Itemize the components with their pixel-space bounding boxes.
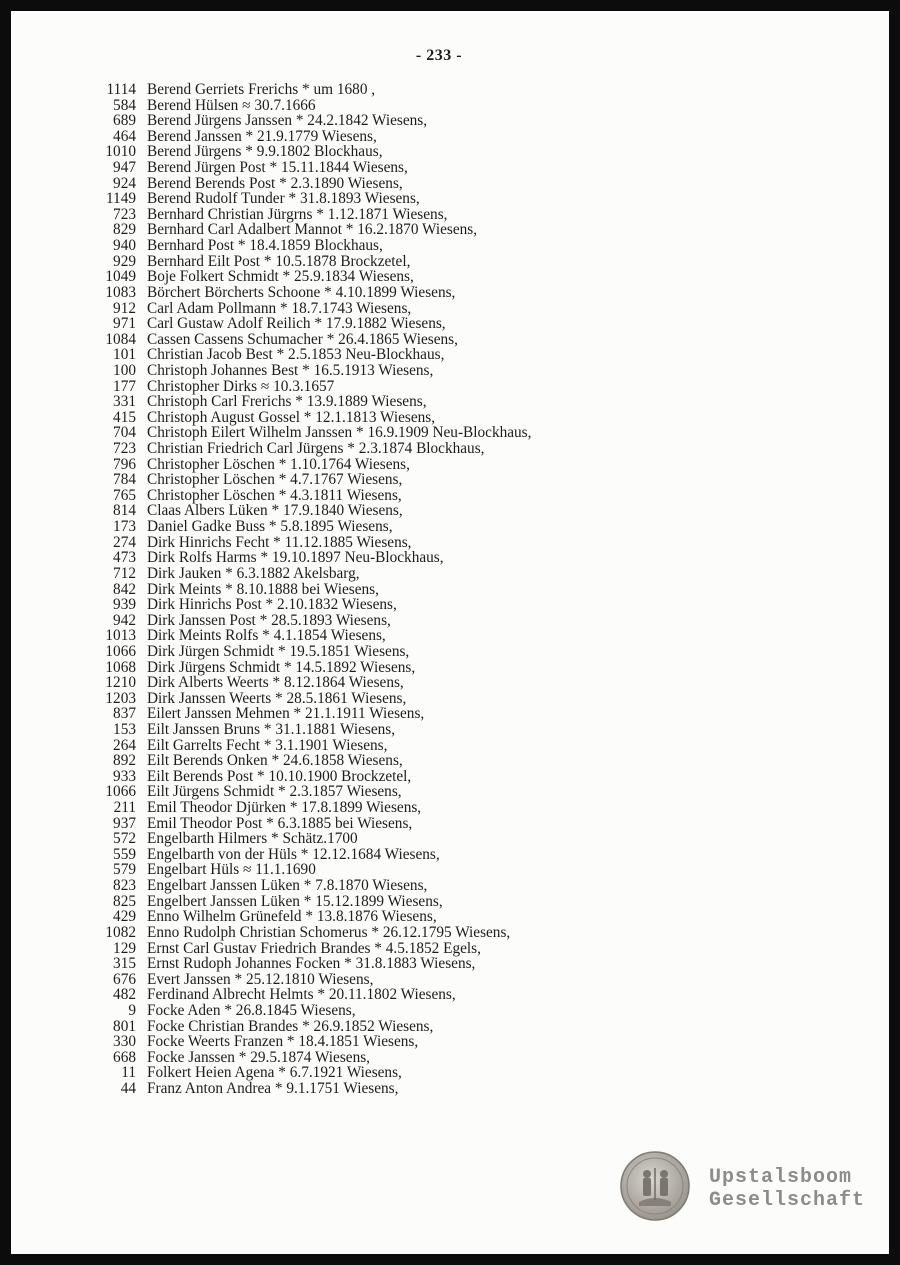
entry-text: Berend Rudolf Tunder * 31.8.1893 Wiesens, [147,190,420,208]
entry-text: Berend Jürgens * 9.9.1802 Blockhaus, [147,143,383,161]
entry-text: Emil Theodor Djürken * 17.8.1899 Wiesens, [147,799,422,817]
entry-number: 579 [113,861,136,879]
entry-text: Dirk Alberts Weerts * 8.12.1864 Wiesens, [147,674,404,692]
entry-number: 1013 [105,627,136,645]
entry-text: Emil Theodor Post * 6.3.1885 bei Wiesens, [147,814,413,832]
list-item [0,472,870,488]
entry-text: Engelbarth Hilmers * Schätz.1700 [147,830,358,848]
entry-number: 837 [113,705,136,723]
list-item [0,410,870,426]
entry-text: Eilt Garrelts Fecht * 3.1.1901 Wiesens, [147,736,388,754]
list-item [0,628,870,644]
list-item [0,582,870,598]
entry-text: Dirk Janssen Post * 28.5.1893 Wiesens, [147,611,391,629]
list-item [0,878,870,894]
list-item [0,207,870,223]
list-item [0,301,870,317]
list-item [0,987,870,1003]
society-name [709,1166,865,1212]
entry-number: 1203 [105,689,136,707]
society-name-line1: Upstalsboom [709,1166,853,1189]
list-item [0,176,870,192]
entry-text: Engelbart Hüls ≈ 11.1.1690 [147,861,316,879]
entry-text: Dirk Jürgens Schmidt * 14.5.1892 Wiesens, [147,658,416,676]
entry-number: 942 [113,611,136,629]
entry-text: Cassen Cassens Schumacher * 26.4.1865 Wiesens, [147,330,458,348]
entry-number: 11 [121,1064,136,1082]
entry-number: 1210 [105,674,136,692]
list-item [0,706,870,722]
list-item [0,660,870,676]
list-item [0,909,870,925]
entry-number: 823 [113,877,136,895]
entry-number: 842 [113,580,136,598]
entry-text: Christoph Johannes Best * 16.5.1913 Wiesens, [147,361,434,379]
entry-text: Dirk Hinrichs Post * 2.10.1832 Wiesens, [147,596,397,614]
list-item [0,394,870,410]
entry-number: 572 [113,830,136,848]
entry-text: Christoph August Gossel * 12.1.1813 Wiesens, [147,408,436,426]
list-item [0,1050,870,1066]
entry-text: Bernhard Eilt Post * 10.5.1878 Brockzetel, [147,252,411,270]
entry-text: Ernst Carl Gustav Friedrich Brandes * 4.5.1852 Egels, [147,939,481,957]
entry-text: Dirk Rolfs Harms * 19.10.1897 Neu-Blockhaus, [147,549,444,567]
entry-number: 668 [113,1048,136,1066]
entry-number: 704 [113,424,136,442]
list-item [0,363,870,379]
list-item [0,862,870,878]
list-item [0,269,870,285]
entry-number: 940 [113,237,136,255]
list-item [0,1003,870,1019]
entry-text: Eilt Jürgens Schmidt * 2.3.1857 Wiesens, [147,783,402,801]
list-item [0,769,870,785]
entry-number: 274 [113,533,136,551]
entry-text: Enno Rudolph Christian Schomerus * 26.12.1795 Wiesens, [147,923,511,941]
list-item [0,488,870,504]
list-item [0,347,870,363]
entry-text: Carl Gustaw Adolf Reilich * 17.9.1882 Wiesens, [147,315,446,333]
entry-text: Eilt Berends Post * 10.10.1900 Brockzetel, [147,767,412,785]
list-item [0,160,870,176]
entry-number: 723 [113,440,136,458]
entry-text: Christopher Dirks ≈ 10.3.1657 [147,377,335,395]
entry-number: 825 [113,892,136,910]
list-item [0,144,870,160]
entry-text: Berend Jürgen Post * 15.11.1844 Wiesens, [147,159,408,177]
entry-text: Eilert Janssen Mehmen * 21.1.1911 Wiesens, [147,705,425,723]
list-item [0,722,870,738]
list-item [0,784,870,800]
entry-number: 473 [113,549,136,567]
entry-number: 924 [113,174,136,192]
entry-text: Christopher Löschen * 1.10.1764 Wiesens, [147,455,410,473]
list-item [0,1081,870,1097]
entry-text: Dirk Meints * 8.10.1888 bei Wiesens, [147,580,379,598]
entry-number: 784 [113,471,136,489]
entry-text: Dirk Jauken * 6.3.1882 Akelsbarg, [147,564,360,582]
list-item [0,191,870,207]
list-item [0,800,870,816]
entry-text: Enno Wilhelm Grünefeld * 13.8.1876 Wiesens, [147,908,437,926]
list-item [0,738,870,754]
entry-text: Christian Jacob Best * 2.5.1853 Neu-Blockhaus, [147,346,445,364]
entry-number: 829 [113,221,136,239]
list-item [0,425,870,441]
entry-text: Berend Gerriets Frerichs * um 1680 , [147,81,376,98]
page-number: - 233 - [415,47,463,64]
upstalsboom-seal-icon [619,1150,691,1222]
entry-number: 429 [113,908,136,926]
list-item [0,535,870,551]
entry-number: 482 [113,986,136,1004]
entry-text: Focke Weerts Franzen * 18.4.1851 Wiesens, [147,1033,419,1051]
entry-text: Dirk Hinrichs Fecht * 11.12.1885 Wiesens, [147,533,412,551]
entry-text: Engelbart Janssen Lüken * 7.8.1870 Wiesens, [147,877,428,895]
list-item [0,894,870,910]
entry-text: Eilt Berends Onken * 24.6.1858 Wiesens, [147,752,403,770]
list-item [0,457,870,473]
entry-text: Claas Albers Lüken * 17.9.1840 Wiesens, [147,502,403,520]
entry-number: 584 [113,96,136,114]
entry-number: 153 [113,720,136,738]
register-list [0,82,870,1097]
entry-text: Daniel Gadke Buss * 5.8.1895 Wiesens, [147,518,393,536]
entry-number: 1149 [105,190,136,208]
list-item [0,753,870,769]
entry-number: 100 [113,361,136,379]
list-item [0,1065,870,1081]
entry-text: Christoph Carl Frerichs * 13.9.1889 Wiesens, [147,393,427,411]
entry-text: Berend Berends Post * 2.3.1890 Wiesens, [147,174,403,192]
entry-text: Focke Janssen * 29.5.1874 Wiesens, [147,1048,371,1066]
list-item [0,613,870,629]
list-item [0,82,870,98]
entry-text: Eilt Janssen Bruns * 31.1.1881 Wiesens, [147,720,396,738]
list-item [0,1034,870,1050]
list-item [0,254,870,270]
list-item [0,129,870,145]
entry-number: 177 [113,377,136,395]
entry-number: 814 [113,502,136,520]
entry-number: 331 [113,393,136,411]
list-item [0,519,870,535]
entry-text: Berend Janssen * 21.9.1779 Wiesens, [147,127,377,145]
list-item [0,222,870,238]
entry-number: 264 [113,736,136,754]
entry-number: 892 [113,752,136,770]
list-item [0,113,870,129]
list-item [0,238,870,254]
entry-number: 971 [113,315,136,333]
entry-number: 937 [113,814,136,832]
entry-number: 559 [113,845,136,863]
entry-number: 912 [113,299,136,317]
entry-number: 315 [113,955,136,973]
society-name-line2: Gesellschaft [709,1189,866,1212]
entry-number: 211 [113,799,136,817]
entry-text: Dirk Meints Rolfs * 4.1.1854 Wiesens, [147,627,386,645]
entry-text: Franz Anton Andrea * 9.1.1751 Wiesens, [147,1080,399,1097]
entry-number: 415 [113,408,136,426]
entry-text: Engelbarth von der Hüls * 12.12.1684 Wiesens, [147,845,440,863]
entry-number: 796 [113,455,136,473]
entry-number: 1068 [105,658,136,676]
entry-text: Carl Adam Pollmann * 18.7.1743 Wiesens, [147,299,412,317]
entry-number: 101 [113,346,136,364]
entry-text: Boje Folkert Schmidt * 25.9.1834 Wiesens, [147,268,414,286]
entry-number: 947 [113,159,136,177]
entry-number: 1049 [105,268,136,286]
list-item [0,644,870,660]
entry-text: Christoph Eilert Wilhelm Janssen * 16.9.1909 Neu-Blockhaus, [147,424,532,442]
list-item [0,503,870,519]
list-item [0,956,870,972]
list-item [0,332,870,348]
entry-number: 1083 [105,283,136,301]
entry-text: Ferdinand Albrecht Helmts * 20.11.1802 Wiesens, [147,986,456,1004]
list-item [0,441,870,457]
entry-number: 765 [113,486,136,504]
entry-text: Evert Janssen * 25.12.1810 Wiesens, [147,970,374,988]
entry-number: 689 [113,112,136,130]
list-item [0,316,870,332]
entry-number: 939 [113,596,136,614]
entry-text: Folkert Heien Agena * 6.7.1921 Wiesens, [147,1064,402,1082]
list-item [0,831,870,847]
entry-number: 801 [113,1017,136,1035]
entry-number: 330 [113,1033,136,1051]
entry-text: Berend Jürgens Janssen * 24.2.1842 Wiesens, [147,112,428,130]
entry-number: 1114 [106,81,136,98]
list-item [0,566,870,582]
list-item [0,1019,870,1035]
entry-number: 929 [113,252,136,270]
list-item [0,941,870,957]
list-item [0,972,870,988]
entry-text: Engelbert Janssen Lüken * 15.12.1899 Wiesens, [147,892,443,910]
entry-text: Focke Christian Brandes * 26.9.1852 Wiesens, [147,1017,434,1035]
entry-text: Bernhard Christian Jürgrns * 1.12.1871 Wiesens, [147,205,448,223]
list-item [0,597,870,613]
entry-number: 1066 [105,642,136,660]
entry-text: Bernhard Post * 18.4.1859 Blockhaus, [147,237,383,255]
entry-number: 723 [113,205,136,223]
entry-number: 1066 [105,783,136,801]
list-item [0,816,870,832]
list-item [0,98,870,114]
entry-number: 676 [113,970,136,988]
list-item [0,550,870,566]
entry-text: Christopher Löschen * 4.3.1811 Wiesens, [147,486,402,504]
entry-text: Börchert Börcherts Schoone * 4.10.1899 Wiesens, [147,283,456,301]
list-item [0,847,870,863]
entry-text: Christopher Löschen * 4.7.1767 Wiesens, [147,471,403,489]
entry-text: Christian Friedrich Carl Jürgens * 2.3.1874 Blockhaus, [147,440,485,458]
entry-text: Ernst Rudoph Johannes Focken * 31.8.1883 Wiesens, [147,955,476,973]
entry-number: 933 [113,767,136,785]
list-item [0,675,870,691]
entry-number: 1084 [105,330,136,348]
entry-text: Berend Hülsen ≈ 30.7.1666 [147,96,316,114]
entry-number: 44 [120,1080,136,1097]
entry-text: Focke Aden * 26.8.1845 Wiesens, [147,1001,356,1019]
list-item [0,285,870,301]
entry-number: 1082 [105,923,136,941]
entry-number: 9 [128,1001,136,1019]
list-item [0,379,870,395]
entry-text: Dirk Janssen Weerts * 28.5.1861 Wiesens, [147,689,407,707]
entry-text: Dirk Jürgen Schmidt * 19.5.1851 Wiesens, [147,642,410,660]
list-item [0,691,870,707]
entry-number: 1010 [105,143,136,161]
entry-number: 173 [113,518,136,536]
entry-number: 464 [113,127,136,145]
list-item [0,925,870,941]
entry-text: Bernhard Carl Adalbert Mannot * 16.2.1870 Wiesens, [147,221,478,239]
entry-number: 129 [113,939,136,957]
entry-number: 712 [113,564,136,582]
